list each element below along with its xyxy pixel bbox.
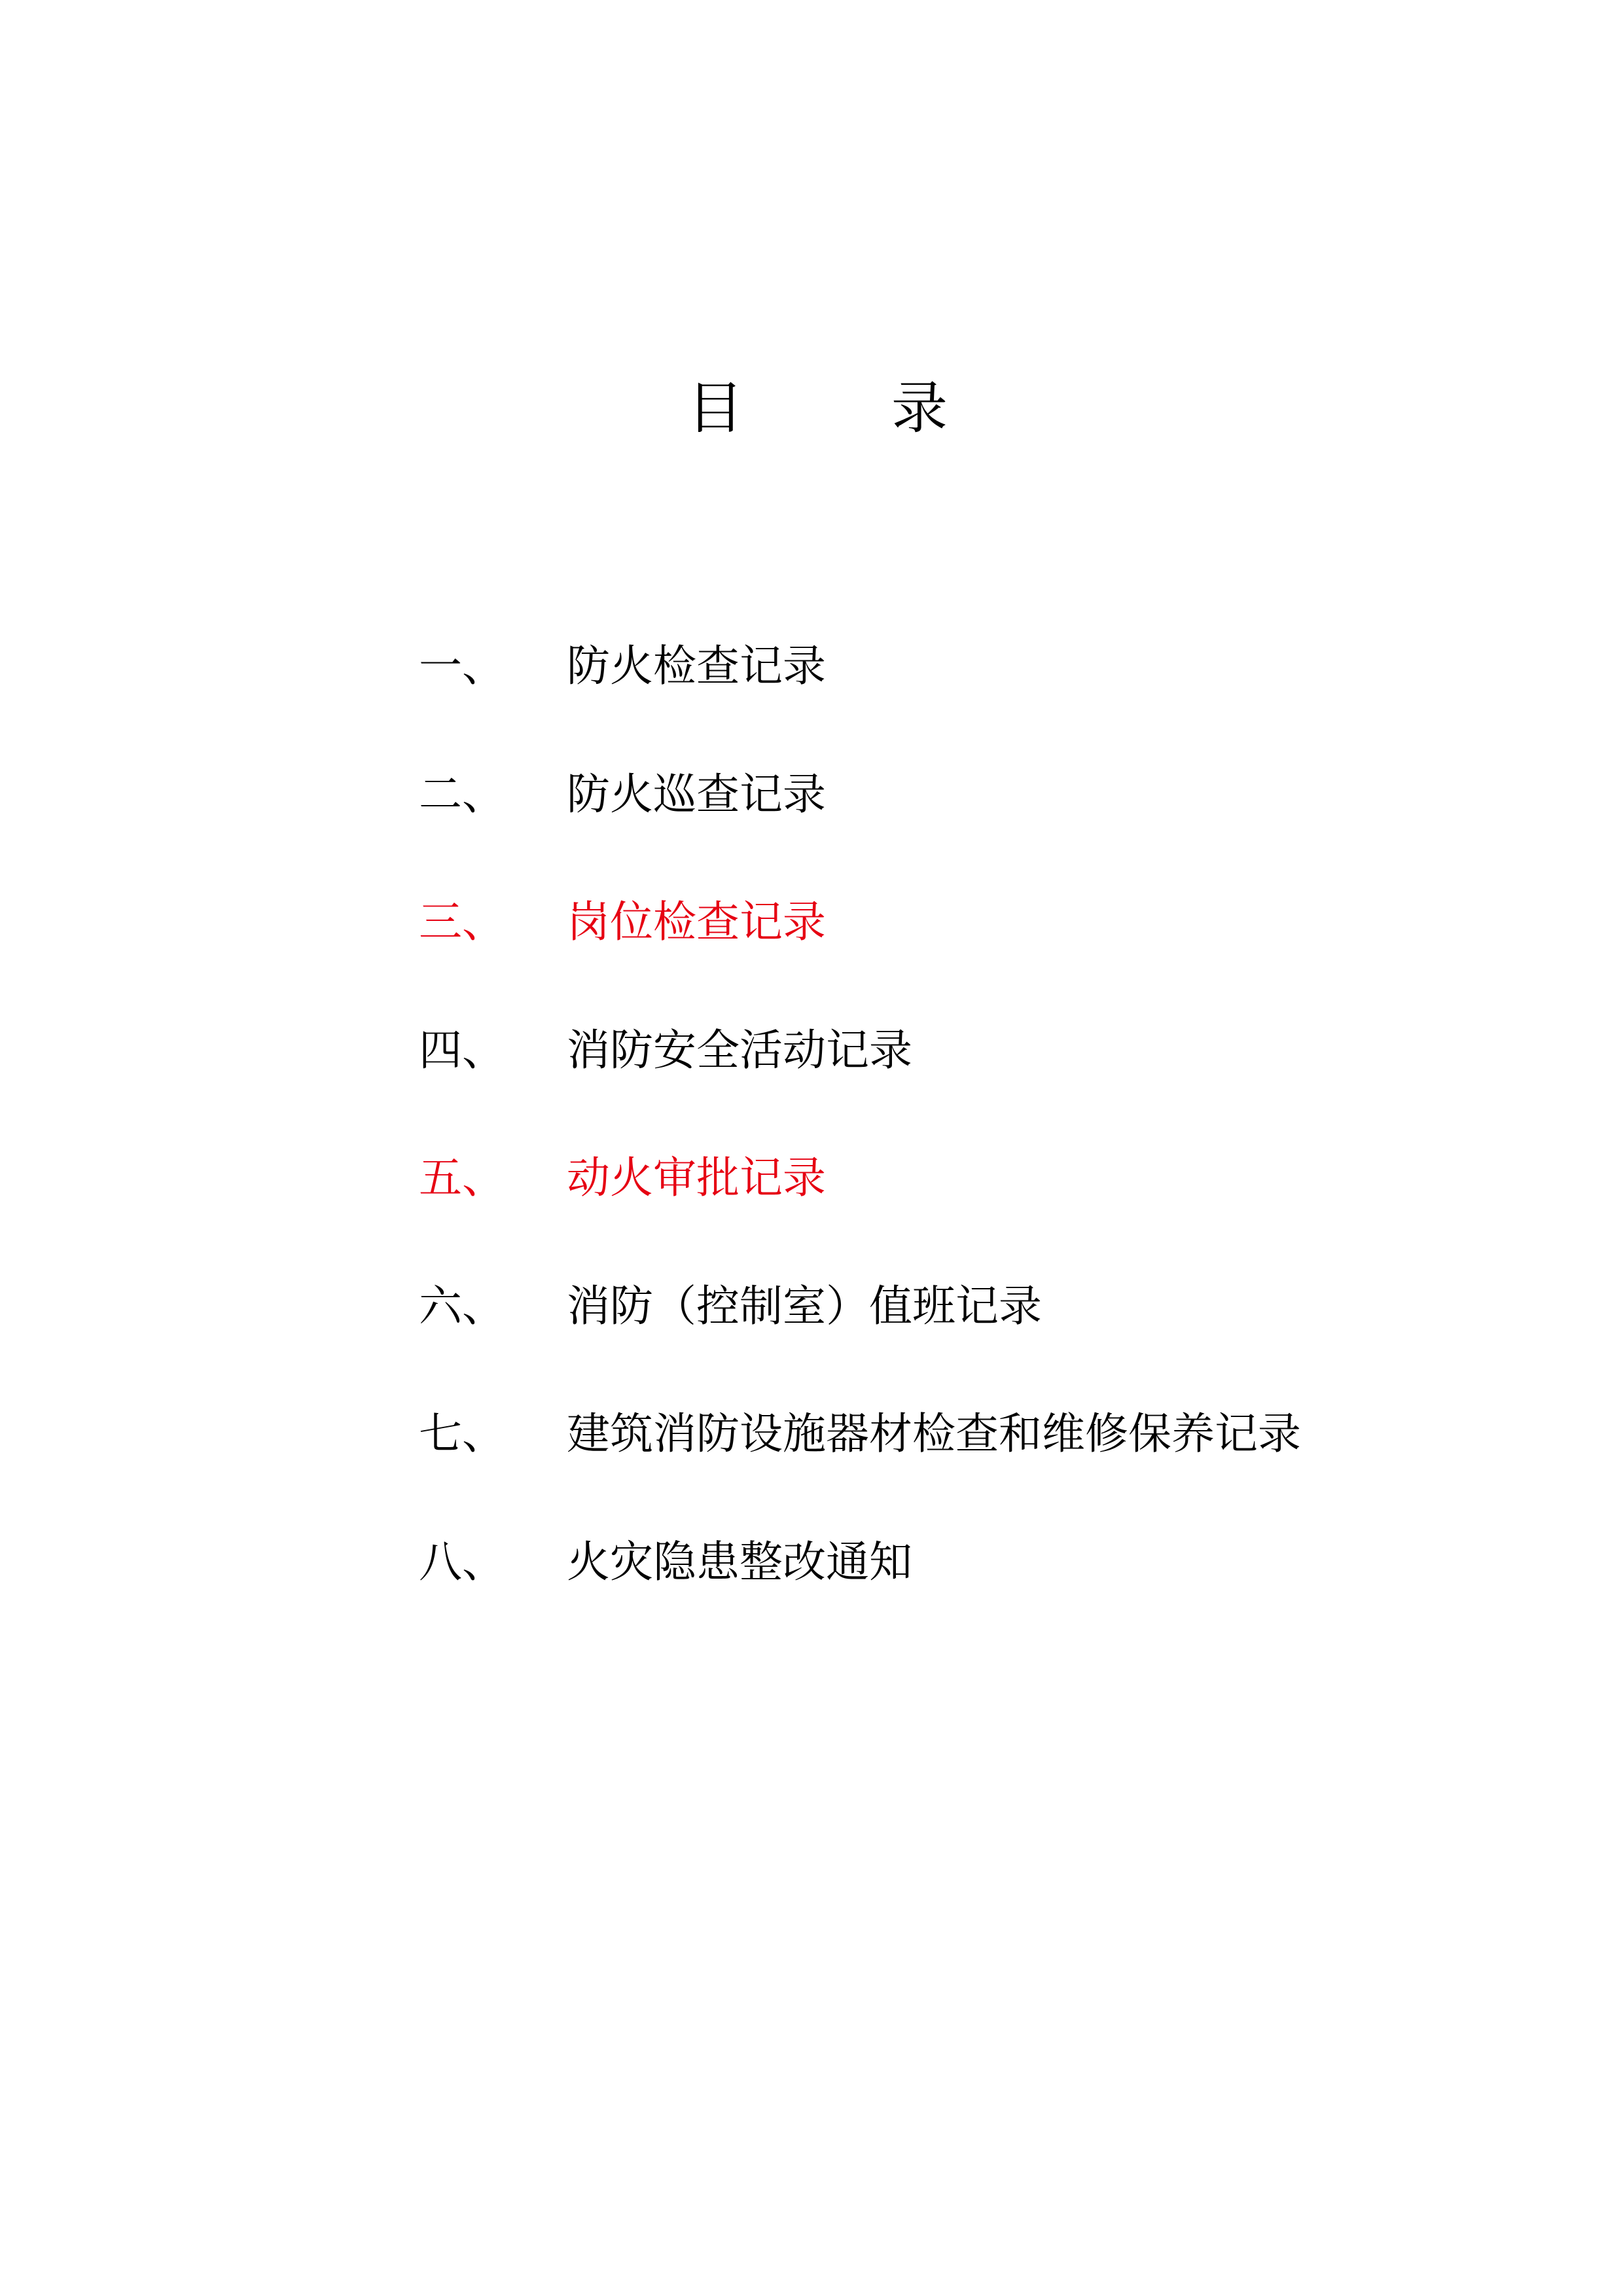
toc-item-number: 七、	[419, 1408, 505, 1459]
toc-item-post-inspection	[0, 896, 1623, 948]
toc-item-number: 三、	[419, 897, 505, 947]
toc-item-number: 五、	[419, 1153, 505, 1203]
toc-item-facility-maintenance	[0, 1408, 1623, 1460]
toc-item-hot-work-approval	[0, 1152, 1623, 1204]
toc-item-number: 六、	[419, 1281, 505, 1331]
toc-item-number: 四、	[419, 1025, 505, 1075]
toc-item-fire-inspection	[0, 640, 1623, 692]
toc-item-label: 建筑消防设施器材检查和维修保养记录	[567, 1408, 1301, 1459]
toc-item-label: 防火检查记录	[567, 641, 826, 691]
toc-item-label: 火灾隐患整改通知	[567, 1537, 912, 1587]
toc-item-hazard-rectification	[0, 1536, 1623, 1588]
toc-item-label: 动火审批记录	[567, 1153, 826, 1203]
toc-item-fire-patrol	[0, 768, 1623, 821]
toc-item-safety-activity	[0, 1024, 1623, 1077]
toc-item-number: 八、	[419, 1537, 505, 1587]
toc-item-control-room-duty	[0, 1280, 1623, 1333]
toc-item-label: 岗位检查记录	[567, 897, 826, 947]
page-title-second-char: 录	[891, 376, 948, 441]
toc-item-label: 消防（控制室）值班记录	[567, 1281, 1042, 1331]
page-title-first-char: 目	[687, 376, 743, 441]
toc-item-number: 一、	[419, 641, 505, 691]
toc-item-number: 二、	[419, 769, 505, 819]
toc-item-label: 防火巡查记录	[567, 769, 826, 819]
toc-item-label: 消防安全活动记录	[567, 1025, 912, 1075]
